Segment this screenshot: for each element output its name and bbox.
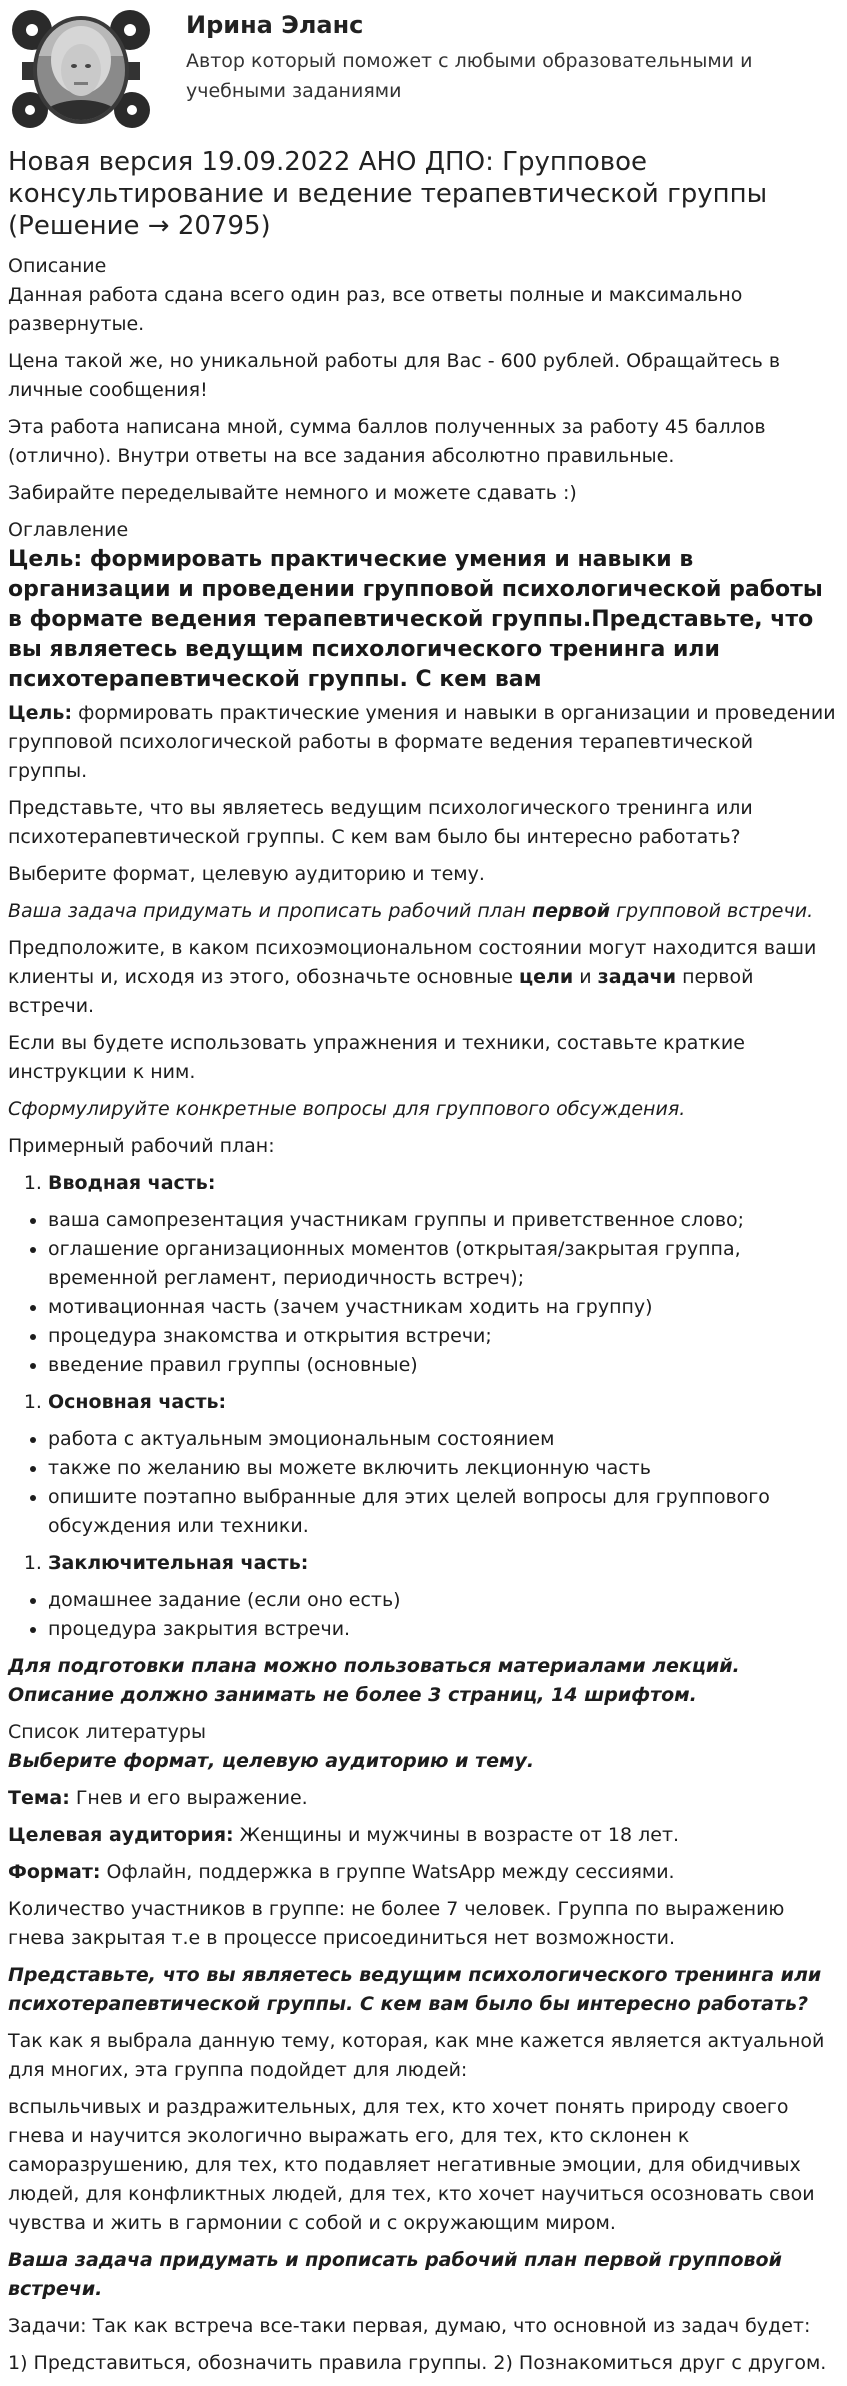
- literature-label: Список литературы: [8, 1721, 206, 1743]
- assume-text: и: [573, 966, 598, 988]
- choose-paragraph: Выберите формат, целевую аудиторию и тему.: [8, 863, 485, 885]
- people-paragraph: вспыльчивых и раздражительных, для тех, кто хочет понять природу своего гнева и научится экологично выражать его, для тех, кто склонен к саморазрушению, для тех, кто подавляет негативные эмоции, для обидчивых людей, для конфликтных людей, для тех, кто хочет научиться осозновать свои чувства и жить в гармонии с собой и с окружающим миром.: [8, 2096, 815, 2234]
- description-paragraph: Эта работа написана мной, сумма баллов полученных за работу 45 баллов (отлично). Внутри ответы на все задания абсолютно правильные.: [8, 416, 766, 467]
- list-item: • мотивационная часть (зачем участникам ходить на группу): [48, 1293, 838, 1322]
- format-text: Офлайн, поддержка в группе WatsApp между сессиями.: [100, 1861, 675, 1883]
- list-item: • процедура знакомства и открытия встречи;: [48, 1322, 838, 1351]
- plan-step-title: Основная часть:: [48, 1391, 227, 1413]
- final-items: [8, 1586, 838, 1644]
- list-item: • введение правил группы (основные): [48, 1351, 838, 1380]
- task-text: Ваша задача придумать и прописать рабочий план: [8, 900, 533, 922]
- plan-intro-list: [8, 1169, 838, 1198]
- list-item: [48, 1388, 838, 1417]
- avatar[interactable]: [8, 6, 154, 132]
- list-item: • оглашение организационных моментов (открытая/закрытая группа, временной регламент, периодичность встреч);: [48, 1235, 838, 1293]
- assume-emphasis: цели: [519, 966, 574, 988]
- note-paragraph: Для подготовки плана можно пользоваться материалами лекций. Описание должно занимать не более 3 страниц, 14 шрифтом.: [8, 1655, 740, 1706]
- goal-text: формировать практические умения и навыки в организации и проведении групповой психологической работы в формате ведения терапевтической группы.: [8, 702, 836, 782]
- plan-step-title: Заключительная часть:: [48, 1552, 309, 1574]
- task-emphasis: первой: [532, 900, 611, 922]
- contents-label: Оглавление: [8, 519, 129, 541]
- plan-final-list: [8, 1549, 838, 1578]
- format-label: Формат:: [8, 1861, 101, 1883]
- audience-text: Женщины и мужчины в возрасте от 18 лет.: [233, 1824, 680, 1846]
- tasks-paragraph: Задачи: Так как встреча все-таки первая, думаю, что основной из задач будет:: [8, 2315, 811, 2337]
- work-content: [8, 146, 838, 2386]
- work-title: Новая версия 19.09.2022 АНО ДПО: Групповое консультирование и ведение терапевтической группы (Решение → 20795): [8, 147, 768, 241]
- members-paragraph: Количество участников в группе: не более 7 человек. Группа по выражению гнева закрытая т.е в процессе присоединиться нет возможности.: [8, 1898, 785, 1949]
- list-item: [48, 1549, 838, 1578]
- intro-items: [8, 1206, 838, 1380]
- main-items: [8, 1425, 838, 1541]
- plan-paragraph: Примерный рабочий план:: [8, 1135, 275, 1157]
- author-card: [0, 0, 847, 140]
- exercises-paragraph: Если вы будете использовать упражнения и техники, составьте краткие инструкции к ним.: [8, 1032, 745, 1083]
- goal-label: Цель:: [8, 702, 73, 724]
- audience-label: Целевая аудитория:: [8, 1824, 234, 1846]
- list-item: [48, 1169, 838, 1198]
- list-item: • также по желанию вы можете включить лекционную часть: [48, 1454, 838, 1483]
- author-name[interactable]: Ирина Эланс: [186, 11, 364, 39]
- list-item: • процедура закрытия встречи.: [48, 1615, 838, 1644]
- description-label: Описание: [8, 255, 107, 277]
- list-item: • ваша самопрезентация участникам группы и приветственное слово;: [48, 1206, 838, 1235]
- topic-label: Тема:: [8, 1787, 70, 1809]
- imagine-heading: Представьте, что вы являетесь ведущим психологического тренинга или психотерапевтической группы. С кем вам было бы интересно работать?: [8, 1964, 822, 2015]
- format-paragraph: [8, 1858, 838, 1887]
- author-description: Автор который поможет с любыми образовательными и учебными заданиями: [186, 50, 753, 102]
- topic-paragraph: [8, 1784, 838, 1813]
- imagine-paragraph: Представьте, что вы являетесь ведущим психологического тренинга или психотерапевтической группы. С кем вам было бы интересно работать?: [8, 797, 753, 848]
- avatar-image: [8, 6, 154, 132]
- contents-lead: Цель: формировать практические умения и навыки в организации и проведении групповой психологической работы в формате ведения терапевтической группы.Представьте, что вы являетесь ведущим психологического тренинга или психотерапевтической группы. С кем вам: [8, 547, 823, 692]
- plan-main-list: [8, 1388, 838, 1417]
- list-item: • домашнее задание (если оно есть): [48, 1586, 838, 1615]
- task-text: групповой встречи.: [610, 900, 814, 922]
- assume-text: Предположите, в каком психоэмоциональном состоянии могут находится ваши клиенты и, исходя из этого, обозначьте основные: [8, 937, 817, 988]
- list-item: • опишите поэтапно выбранные для этих целей вопросы для группового обсуждения или техники.: [48, 1483, 838, 1541]
- goal-paragraph: [8, 699, 838, 786]
- assume-emphasis: задачи: [597, 966, 677, 988]
- task-heading: Ваша задача придумать и прописать рабочий план первой групповой встречи.: [8, 2249, 782, 2300]
- task-paragraph: [8, 897, 838, 926]
- questions-paragraph: Сформулируйте конкретные вопросы для группового обсуждения.: [8, 1098, 686, 1120]
- chosen-paragraph: Так как я выбрала данную тему, которая, как мне кажется является актуальной для многих, эта группа подойдет для людей:: [8, 2030, 825, 2081]
- plan-step-title: Вводная часть:: [48, 1172, 216, 1194]
- topic-text: Гнев и его выражение.: [69, 1787, 308, 1809]
- audience-paragraph: [8, 1821, 838, 1850]
- assume-text: первой встречи.: [8, 966, 754, 1017]
- list-item: • работа с актуальным эмоциональным состоянием: [48, 1425, 838, 1454]
- choose-heading: Выберите формат, целевую аудиторию и тему.: [8, 1750, 535, 1772]
- assume-paragraph: [8, 934, 838, 1021]
- description-paragraph: Забирайте переделывайте немного и можете сдавать :): [8, 482, 577, 504]
- tasks-list-paragraph: 1) Представиться, обозначить правила группы. 2) Познакомиться друг с другом.: [8, 2352, 827, 2374]
- description-paragraph: Цена такой же, но уникальной работы для Вас - 600 рублей. Обращайтесь в личные сообщения!: [8, 350, 781, 401]
- description-paragraph: Данная работа сдана всего один раз, все ответы полные и максимально развернутые.: [8, 284, 743, 335]
